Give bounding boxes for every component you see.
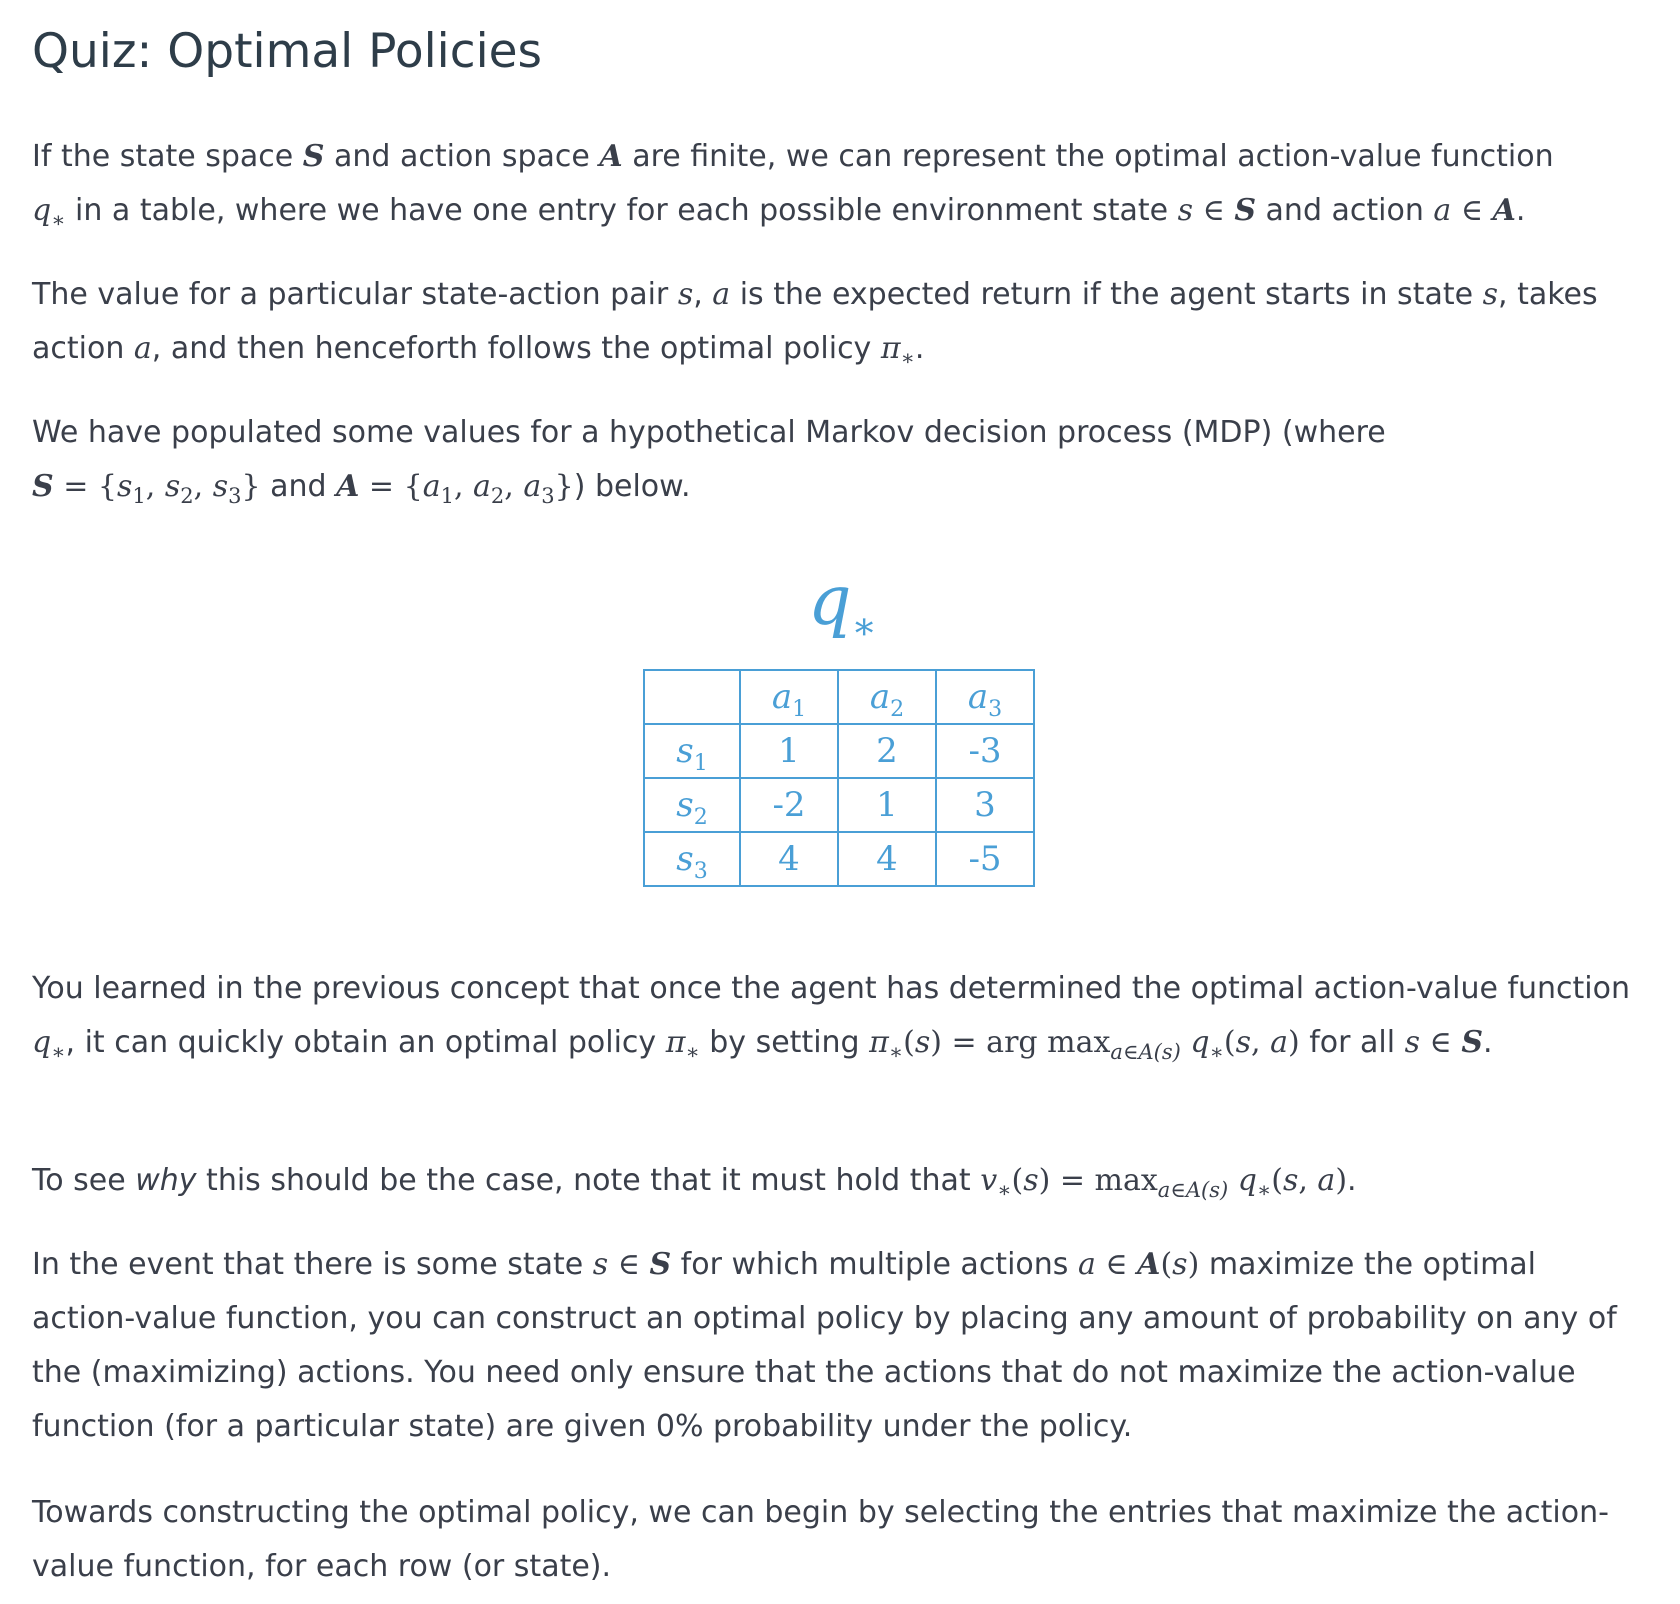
row-header-s1: $s_1$ [644,724,740,778]
column-header-a2: $a_2$ [838,670,936,724]
table-corner-cell [644,670,740,724]
column-header-a1: $a_1$ [740,670,838,724]
paragraph-constructing-policy: Towards constructing the optimal policy, we can begin by selecting the entries that maximize the action-value function, for each row (or state). [32,1495,1609,1584]
paragraph-state-action-value: The value for a particular state-action pair s, a is the expected return if the agent starts in state s, takes action a, and then henceforth follows the optimal policy $\pi_∗$. [32,277,1598,370]
table-title: $q_∗$ [808,562,877,648]
table-cell: 2 [838,724,936,778]
paragraph-mdp-values: We have populated some values for a hypothetical Markov decision process (MDP) (where $S = \{s_1$, $s_2$, $s_3$} and $A = \{a_1$, $a_2$, $a_3$}) below. [32,415,1386,508]
table-row [644,832,1034,886]
table-row [644,778,1034,832]
table-cell: -3 [936,724,1034,778]
paragraph-finite-spaces: If the state space S and action space A are finite, we can represent the optimal action-value function $q_∗$ in a table, where we have one entry for each possible environment state s ∈ S and action a ∈ A. [32,139,1554,232]
table-cell: -5 [936,832,1034,886]
row-header-s3: $s_3$ [644,832,740,886]
table-cell: -2 [740,778,838,832]
q-star-table [643,669,1035,887]
paragraph-multiple-maximizers: In the event that there is some state s ∈ S for which multiple actions a ∈ A(s) maximize the optimal action-value function, you can construct an optimal policy by placing any amount of probability on any of the (maximizing) actions. You need only ensure that the actions that do not maximize the action-value function (for a particular state) are given 0% probability under the policy. [32,1247,1617,1444]
table-cell: 3 [936,778,1034,832]
table-cell: 4 [838,832,936,886]
column-header-a3: $a_3$ [936,670,1034,724]
table-cell: 1 [740,724,838,778]
row-header-s2: $s_2$ [644,778,740,832]
paragraph-argmax-policy: You learned in the previous concept that once the agent has determined the optimal action-value function $q_∗$, it can quickly obtain an optimal policy $\pi_∗$ by setting $\pi_∗(s)$ = arg $\max_{a\in A(s)} q_∗(s$, a) for all s ∈ S. [32,971,1630,1064]
table-cell: 1 [838,778,936,832]
table-cell: 4 [740,832,838,886]
paragraph-why-max: To see why this should be the case, note that it must hold that $v_∗(s) = \max_{a\in A(s)} q_∗(s$, a). [32,1163,1357,1202]
page-title: Quiz: Optimal Policies [32,24,543,79]
table-header-row [644,670,1034,724]
table-row [644,724,1034,778]
